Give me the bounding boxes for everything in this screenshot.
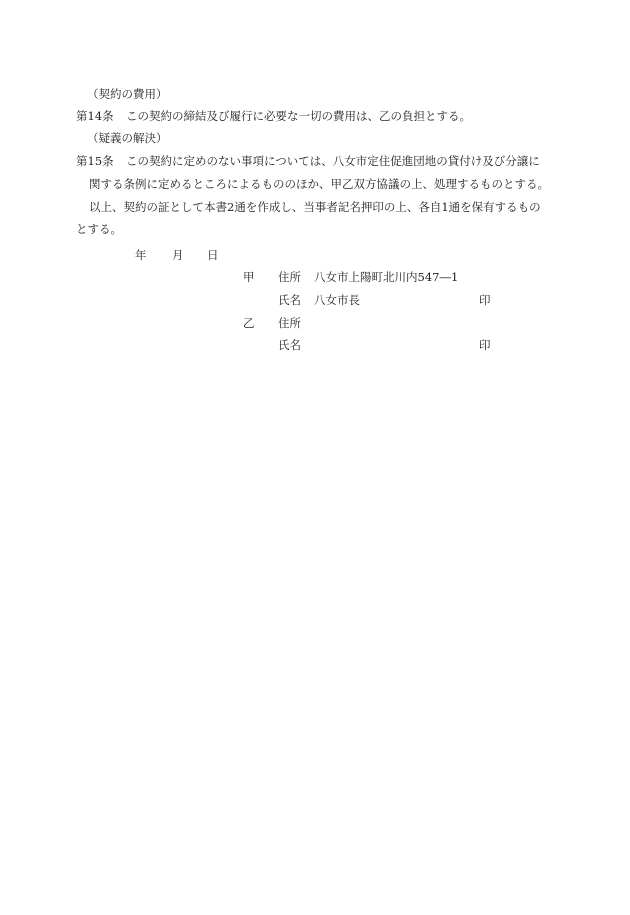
- article-14-number: 第14条: [76, 109, 114, 123]
- article-15-text-line1: この契約に定めのない事項については、八女市定住促進団地の貸付け及び分譲に: [126, 154, 540, 168]
- article-15: [76, 153, 540, 169]
- article-15-heading: （疑義の解決）: [87, 131, 168, 145]
- date-month-label: 月: [172, 248, 184, 262]
- party-a-label: 甲: [243, 270, 255, 284]
- article-15-text-line2: 関する条例に定めるところによるもののほか、甲乙双方協議の上、処理するものとする。: [89, 177, 549, 191]
- party-a-name-label: 氏名: [278, 293, 301, 307]
- closing-line1: 以上、契約の証として本書2通を作成し、当事者記名押印の上、各自1通を保有するもの: [89, 200, 541, 214]
- party-b-name-label: 氏名: [278, 338, 301, 352]
- article-14-heading: （契約の費用）: [87, 87, 168, 101]
- party-b-label: 乙: [243, 316, 255, 330]
- party-b-seal: 印: [479, 338, 491, 352]
- party-a-seal: 印: [479, 293, 491, 307]
- date-year-label: 年: [135, 248, 147, 262]
- date-day-label: 日: [207, 248, 219, 262]
- party-a-address: 八女市上陽町北川内547―1: [314, 270, 459, 284]
- article-15-number: 第15条: [76, 154, 114, 168]
- article-14: [76, 108, 471, 124]
- party-a-address-label: 住所: [278, 270, 301, 284]
- party-a-name: 八女市長: [314, 293, 360, 307]
- closing-line2: とする。: [76, 222, 122, 236]
- article-14-text: この契約の締結及び履行に必要な一切の費用は、乙の負担とする。: [126, 109, 471, 123]
- party-b-address-label: 住所: [278, 316, 301, 330]
